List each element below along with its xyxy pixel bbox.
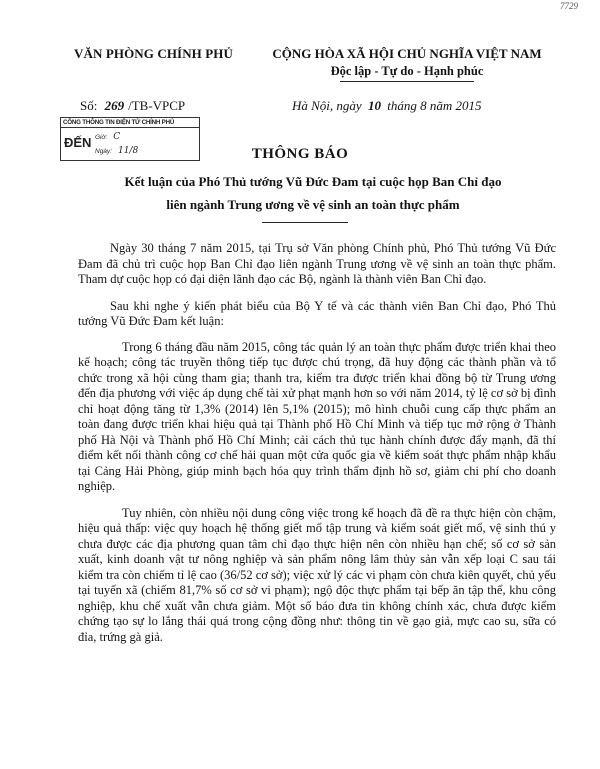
notice-subject bbox=[78, 170, 548, 216]
issuer-name: VĂN PHÒNG CHÍNH PHỦ bbox=[74, 46, 233, 61]
stamp-date-label: Ngày: bbox=[95, 148, 112, 155]
doc-number-value: 269 bbox=[104, 98, 125, 113]
date-prefix: Hà Nội, ngày bbox=[292, 98, 362, 113]
doc-number-prefix: Số: bbox=[80, 98, 98, 113]
paragraph-3: Trong 6 tháng đầu năm 2015, công tác quản lý an toàn thực phẩm được triển khai theo kế hoạch; công tác truyền thông tiếp tục được chú trọng, đã huy động các thành phần và tổ chức trong xã hội cùng tham gia; thanh tra, kiểm tra được triển khai đồng bộ từ Trung ương đến địa phương với việc áp dụng chế tài xử phạt mạnh hơn so với năm 2014, tỷ lệ cơ sở bị đình chỉ hoạt động tăng từ 1,3% (2014) lên 5,1% (2015); mô hình chuỗi cung cấp thực phẩm an toàn đang được triển khai hiệu quả tại Thành phố Hồ Chí Minh và tiếp tục mở rộng ở Thành phố Hà Nội và Thành phố Hồ Chí Minh; cải cách thủ tục hành chính được đẩy mạnh, đã thí điểm kết nối thành công cơ chế hải quan một cửa quốc gia về kiểm soát thực phẩm nhập khẩu tại Cảng Hải Phòng, giúp minh bạch hóa quy trình thẩm định hồ sơ, giảm chi phí cho doanh nghiệp. bbox=[78, 339, 556, 493]
document-number bbox=[80, 98, 185, 114]
subject-underline bbox=[262, 222, 348, 223]
subject-line-1: Kết luận của Phó Thủ tướng Vũ Đức Đam tại cuộc họp Ban Chỉ đạo bbox=[124, 174, 502, 189]
stamp-time-row bbox=[95, 132, 120, 142]
stamp-den: ĐẾN bbox=[64, 135, 92, 150]
paragraph-1: Ngày 30 tháng 7 năm 2015, tại Trụ sở Văn phòng Chính phủ, Phó Thủ tướng Vũ Đức Đam đã chủ trì cuộc họp Ban Chỉ đạo liên ngành Trung ương về vệ sinh an toàn thực phẩm. Tham dự cuộc họp có đại diện lãnh đạo các Bộ, ngành là thành viên Ban Chỉ đạo. bbox=[78, 241, 556, 286]
stamp-date-value: 11/8 bbox=[117, 146, 139, 156]
nation-name: CỘNG HÒA XÃ HỘI CHỦ NGHĨA VIỆT NAM bbox=[272, 46, 542, 61]
notice-title: THÔNG BÁO bbox=[251, 146, 349, 162]
document-date bbox=[292, 98, 481, 114]
national-header bbox=[262, 46, 552, 82]
nation-motto: Độc lập - Tự do - Hạnh phúc bbox=[330, 64, 484, 78]
motto-underline bbox=[340, 81, 474, 82]
subject-line-2: liên ngành Trung ương về vệ sinh an toàn thực phẩm bbox=[166, 197, 460, 212]
date-day: 10 bbox=[367, 98, 381, 113]
paragraph-4: Tuy nhiên, còn nhiều nội dung công việc trong kế hoạch đã đề ra thực hiện còn chậm, hiệu quả thấp: việc quy hoạch hệ thống giết mổ tập trung và kiểm soát giết mổ, vệ sinh thú y chưa được các địa phương quan tâm chỉ đạo thực hiện nên còn nhiều hạn chế; số cơ sở sản xuất, kinh doanh vật tư nông nghiệp và sản phẩm nông lâm thủy sản vẫn xếp loại C sau tái kiểm tra còn chiếm tỉ lệ cao (36/52 cơ sở); việc xử lý các vi phạm còn chưa kiên quyết, chủ yếu tại tuyến xã (chiếm 81,7% số cơ sở vi phạm); ngộ độc thực phẩm tại bếp ăn tập thể, khu công nghiệp, khu chế xuất vẫn chưa giảm. Một số báo đưa tin không chính xác, chưa được kiểm chứng tạo sự lo lắng thái quá trong cộng đồng như: thông tin về gạo giả, mực cao su, sữa có đỉa, trứng gà giả. bbox=[78, 505, 556, 644]
corner-handwritten-mark: 7729 bbox=[560, 1, 578, 11]
doc-number-suffix: /TB-VPCP bbox=[128, 98, 186, 113]
date-rest: tháng 8 năm 2015 bbox=[387, 98, 482, 113]
paragraph-2: Sau khi nghe ý kiến phát biểu của Bộ Y tế và các thành viên Ban Chỉ đạo, Phó Thủ tướng Vũ Đức Đam kết luận: bbox=[78, 298, 556, 328]
notice-body bbox=[78, 241, 556, 656]
stamp-title: CỔNG THÔNG TIN ĐIỆN TỬ CHÍNH PHỦ bbox=[61, 118, 199, 128]
stamp-time-value: C bbox=[113, 132, 121, 142]
stamp-time-label: Giờ: bbox=[95, 134, 108, 141]
